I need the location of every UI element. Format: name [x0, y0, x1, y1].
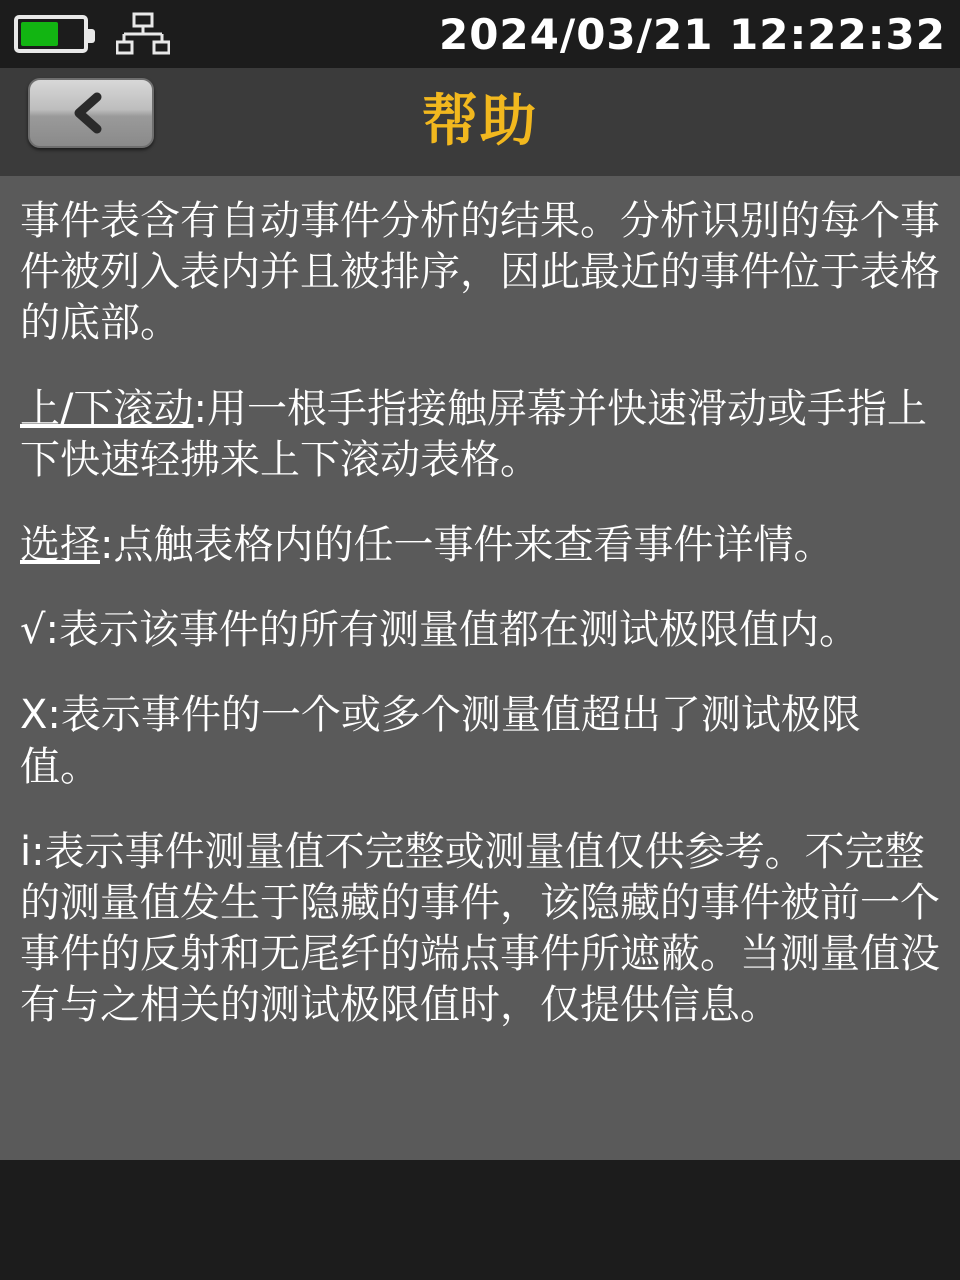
help-paragraph-text: i:表示事件测量值不完整或测量值仅供参考。不完整的测量值发生于隐藏的事件，该隐藏的事件被前一个事件的反射和无尾纤的端点事件所遮蔽。当测量值没有与之相关的测试极限值时，仅提供信息。: [20, 828, 940, 1029]
help-paragraph-text: :点触表格内的任一事件来查看事件详情。: [100, 521, 834, 568]
title-bar: [0, 68, 960, 176]
network-icon: [116, 12, 170, 56]
help-paragraph-text: √:表示该事件的所有测量值都在测试极限值内。: [20, 607, 859, 654]
bottom-bar: [0, 1160, 960, 1280]
help-paragraph: [20, 520, 940, 571]
page-title: 帮助: [422, 89, 538, 154]
help-paragraph-text: X:表示事件的一个或多个测量值超出了测试极限值。: [20, 692, 861, 790]
help-paragraph: [20, 827, 940, 1032]
help-paragraph: [20, 196, 940, 350]
back-chevron-icon: [69, 91, 113, 135]
help-paragraph: [20, 605, 940, 656]
status-bar: [0, 0, 960, 68]
status-datetime: 2024/03/21 12:22:32: [438, 9, 946, 59]
help-content: [0, 176, 960, 1160]
help-paragraph-text: :用一根手指接触屏幕并快速滑动或手指上下快速轻拂来上下滚动表格。: [20, 385, 927, 483]
help-paragraph-lead: 上/下滚动: [20, 385, 194, 432]
help-paragraph: [20, 384, 940, 486]
help-paragraph: [20, 690, 940, 792]
back-button[interactable]: [28, 78, 154, 148]
help-paragraph-text: 事件表含有自动事件分析的结果。分析识别的每个事件被列入表内并且被排序，因此最近的事件位于表格的底部。: [20, 198, 940, 347]
help-paragraph-lead: 选择: [20, 521, 100, 568]
battery-fill: [21, 22, 58, 46]
battery-icon: [14, 15, 88, 53]
